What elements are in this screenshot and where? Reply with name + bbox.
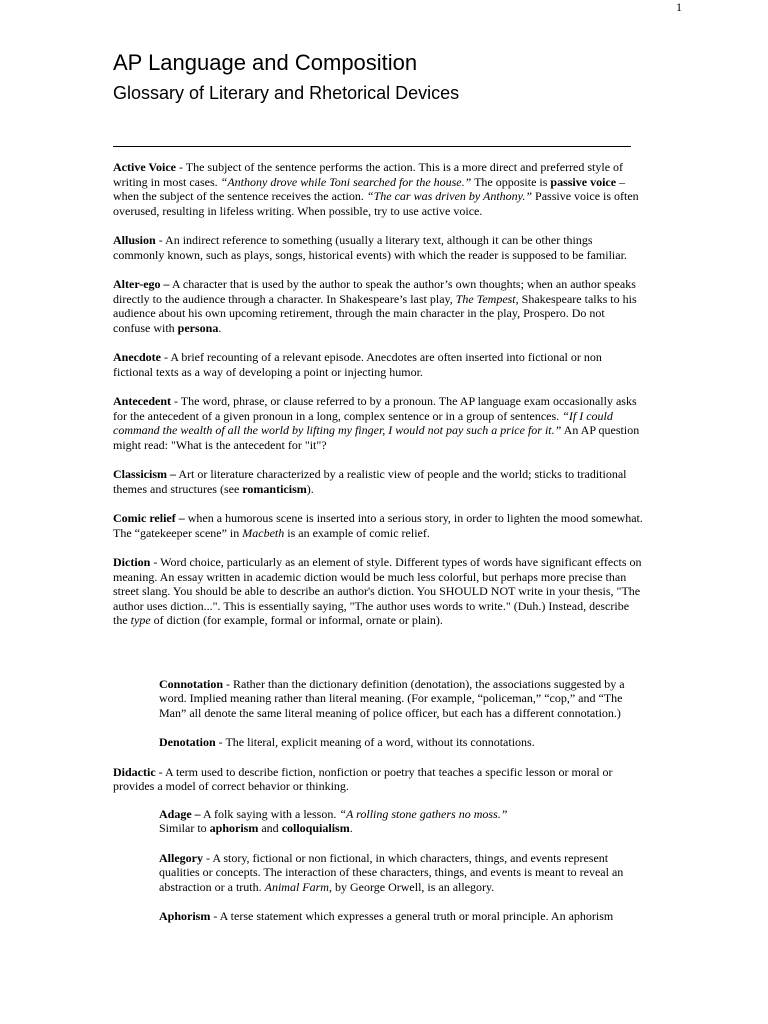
section-gap bbox=[113, 643, 643, 677]
term-allusion: Allusion bbox=[113, 233, 156, 247]
entry-adage bbox=[159, 807, 649, 836]
definition-text: - The subject of the sentence performs the action. This is a more direct and preferred style of writing in most cases. bbox=[113, 160, 624, 189]
definition-text: - The literal, explicit meaning of a word, without its connotations. bbox=[215, 735, 535, 749]
cross-reference-term: romanticism bbox=[242, 481, 307, 496]
definition-text: Similar to bbox=[159, 821, 210, 835]
entry-diction bbox=[113, 555, 643, 628]
page-title: AP Language and Composition bbox=[113, 50, 418, 75]
definition-text: - A brief recounting of a relevant episode. Anecdotes are often inserted into fictional or non fictional texts as a way of developing a point or injecting humor. bbox=[113, 350, 602, 379]
term-adage: Adage – bbox=[159, 806, 201, 821]
entry-denotation bbox=[159, 735, 649, 750]
page-subtitle: Glossary of Literary and Rhetorical Devices bbox=[113, 83, 460, 103]
definition-text: - Rather than the dictionary definition (denotation), the associations suggested by a word. Implied meaning rather than literal meaning. (For example, “policeman,” “cop,” and “The Man” all denote the same literal meaning of police officer, but each has a different connotation.) bbox=[159, 676, 625, 720]
definition-text: Art or literature characterized by a realistic view of people and the world; sticks to traditional themes and structures (see bbox=[113, 467, 627, 496]
definition-text: - Word choice, particularly as an element of style. Different types of words have significant effects on meaning. An essay written in academic diction would be much less colorful, but perhaps more precise than street slang. You should be able to describe an author's diction. You SHOULD NOT write in your thesis, "The author uses diction...". This is essentially saying, "The author uses words to write." (Duh.) Instead, describe the bbox=[113, 555, 642, 627]
term-antecedent: Antecedent bbox=[113, 394, 171, 408]
definition-text: An AP question might read: "What is the antecedent for "it"? bbox=[113, 423, 640, 452]
example-quote: “The car was driven by Anthony.” bbox=[366, 189, 533, 203]
entry-comic-relief bbox=[113, 511, 643, 540]
term-alter-ego: Alter-ego – bbox=[113, 277, 170, 291]
term-diction: Diction bbox=[113, 555, 151, 569]
page-number: 1 bbox=[676, 0, 682, 14]
cross-reference-term: persona bbox=[177, 320, 219, 335]
definition-text: - An indirect reference to something (usually a literary text, although it can be other things commonly known, such as plays, songs, historical events) with which the reader is supposed to be familiar. bbox=[113, 233, 627, 262]
definition-text: Passive voice is often overused, resulting in lifeless writing. When possible, try to use active voice. bbox=[113, 189, 639, 218]
term-aphorism: Aphorism bbox=[159, 909, 211, 923]
definition-text: . bbox=[218, 320, 222, 335]
term-anecdote: Anecdote bbox=[113, 350, 161, 364]
entry-allegory bbox=[159, 851, 649, 895]
definition-text: - The word, phrase, or clause referred to by a pronoun. The AP language exam occasionally asks for the antecedent of a given pronoun in a long, complex sentence or in a group of sentences. bbox=[113, 394, 637, 423]
definition-text: , by George Orwell, is an allegory. bbox=[328, 879, 495, 894]
definition-text: when a humorous scene is inserted into a serious story, in order to lighten the mood somewhat. The “gatekeeper scene” in bbox=[113, 511, 643, 540]
term-allegory: Allegory bbox=[159, 850, 203, 865]
entry-aphorism bbox=[159, 909, 649, 924]
definition-text: The opposite is bbox=[471, 174, 551, 189]
definition-text: is an example of comic relief. bbox=[284, 525, 430, 540]
term-classicism: Classicism – bbox=[113, 467, 176, 481]
horizontal-rule bbox=[113, 146, 631, 147]
cross-reference-term: colloquialism bbox=[281, 821, 350, 835]
entry-anecdote bbox=[113, 350, 643, 379]
example-quote: “A rolling stone gathers no moss.” bbox=[339, 806, 508, 821]
definition-text: – when the subject of the sentence receives the action. bbox=[113, 174, 626, 203]
term-didactic: Didactic bbox=[113, 764, 156, 779]
definition-text: , Shakespeare talks to his audience about his own upcoming retirement, through the main character in the play, Prospero. Do not confuse with bbox=[113, 291, 637, 335]
entry-classicism bbox=[113, 467, 643, 496]
definition-text: ). bbox=[306, 481, 314, 496]
term-comic-relief: Comic relief – bbox=[113, 511, 185, 525]
entry-active-voice bbox=[113, 160, 643, 218]
term-connotation: Connotation bbox=[159, 676, 224, 691]
definition-text: . bbox=[349, 821, 353, 835]
entry-didactic bbox=[113, 765, 643, 794]
cross-reference-term: aphorism bbox=[209, 821, 259, 835]
work-title: Animal Farm bbox=[264, 879, 329, 894]
work-title: The Tempest bbox=[455, 291, 516, 306]
definition-text: - A story, fictional or non fictional, in which characters, things, and events represent qualities or concepts. The interaction of these characters, things, and events is meant to reveal an abstraction or a truth. bbox=[159, 850, 624, 894]
term-active-voice: Active Voice bbox=[113, 160, 176, 174]
term-denotation: Denotation bbox=[159, 735, 216, 749]
definition-text: - A term used to describe fiction, nonfiction or poetry that teaches a specific lesson or moral or provides a model of correct behavior or thinking. bbox=[113, 764, 613, 793]
definition-text: A folk saying with a lesson. bbox=[200, 806, 340, 821]
cross-reference-term: passive voice bbox=[550, 174, 617, 189]
entry-alter-ego bbox=[113, 277, 643, 335]
glossary-body bbox=[113, 160, 643, 939]
entry-allusion bbox=[113, 233, 643, 262]
example-quote: “Anthony drove while Toni searched for the house.” bbox=[220, 174, 472, 189]
definition-text: A character that is used by the author to speak the author’s own thoughts; when an author speaks directly to the audience through a character. In Shakespeare’s last play, bbox=[113, 277, 636, 306]
emphasis-text: type bbox=[130, 613, 151, 627]
work-title: Macbeth bbox=[242, 525, 285, 540]
entry-connotation bbox=[159, 677, 649, 721]
entry-antecedent bbox=[113, 394, 643, 452]
definition-text: - A terse statement which expresses a general truth or moral principle. An aphorism bbox=[210, 909, 614, 923]
definition-text: of diction (for example, formal or informal, ornate or plain). bbox=[150, 613, 443, 627]
example-quote: “If I could command the wealth of all the world by lifting my finger, I would not pay such a price for it.” bbox=[113, 408, 613, 437]
definition-text: and bbox=[258, 821, 282, 835]
